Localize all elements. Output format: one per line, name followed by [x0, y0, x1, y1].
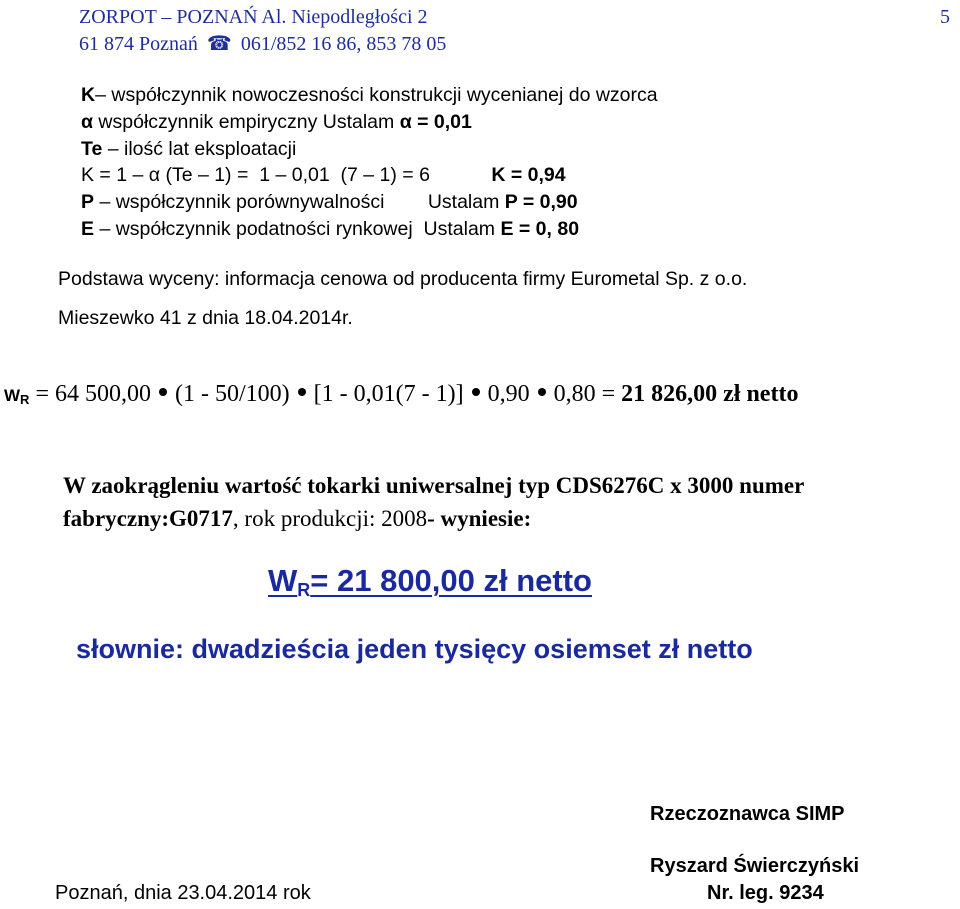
k-formula	[81, 164, 566, 187]
telephone-icon: ☎	[206, 33, 232, 55]
final-amount: = 21 800,00 zł netto	[310, 563, 592, 598]
formula-base-value: = 64 500,00	[35, 381, 151, 407]
final-value	[268, 563, 592, 601]
definition-k-text: – współczynnik nowoczesności konstrukcji wycenianej do wzorca	[95, 84, 658, 106]
final-sub-r: R	[297, 580, 311, 600]
multiply-dot-icon	[472, 388, 480, 396]
valuation-basis-date: Mieszewko 41 z dnia 18.04.2014r.	[58, 307, 353, 329]
expert-title: Rzeczoznawca SIMP	[650, 803, 845, 825]
header-phones: 061/852 16 86, 853 78 05	[240, 33, 447, 55]
production-year: , rok produkcji: 2008	[232, 506, 428, 531]
symbol-k: K	[81, 84, 96, 106]
summary-line-1: W zaokrągleniu wartość tokarki uniwersalnej typ CDS6276C x 3000 numer	[63, 473, 805, 498]
formula-result: 21 826,00 zł netto	[621, 381, 799, 407]
serial-number: fabryczny:G0717	[63, 506, 233, 531]
summary-line-2	[63, 506, 531, 532]
header-city: 61 874 Poznań	[79, 33, 198, 55]
formula-p-term: 0,90	[487, 381, 530, 407]
registration-number: Nr. leg. 9234	[707, 882, 824, 904]
alpha-value: α = 0,01	[399, 111, 472, 133]
definition-p-text: – współczynnik porównywalności Ustalam	[99, 191, 500, 213]
definition-alpha-text: współczynnik empiryczny Ustalam	[98, 111, 395, 133]
symbol-te: Te	[81, 138, 103, 160]
final-w: W	[268, 563, 298, 598]
formula-w: W	[4, 386, 21, 405]
multiply-dot-icon	[298, 388, 306, 396]
definition-te-text: – ilość lat eksploatacji	[107, 138, 297, 160]
definition-te	[81, 138, 296, 161]
formula-e-term: 0,80 =	[553, 381, 616, 407]
symbol-e: E	[81, 218, 95, 240]
k-value: K = 0,94	[491, 164, 566, 186]
e-value: E = 0, 80	[500, 218, 580, 240]
expert-name: Ryszard Świerczyński	[650, 855, 859, 877]
page-number: 5	[940, 6, 950, 28]
p-value: P = 0,90	[504, 191, 578, 213]
symbol-p: P	[81, 191, 95, 213]
k-formula-text: K = 1 – α (Te – 1) = 1 – 0,01 (7 – 1) = 6	[81, 164, 430, 186]
definition-e-text: – współczynnik podatności rynkowej Ustalam	[99, 218, 496, 240]
place-date: Poznań, dnia 23.04.2014 rok	[55, 882, 311, 904]
amount-in-words: słownie: dwadzieścia jeden tysięcy osiemset zł netto	[76, 634, 753, 664]
summary-tail: - wyniesie:	[427, 506, 532, 531]
definition-p	[81, 191, 578, 214]
valuation-basis: Podstawa wyceny: informacja cenowa od producenta firmy Eurometal Sp. z o.o.	[58, 268, 748, 290]
symbol-alpha: α	[81, 111, 93, 133]
formula-modernity-term: [1 - 0,01(7 - 1)]	[313, 381, 464, 407]
definition-k	[81, 84, 658, 107]
definition-alpha	[81, 111, 472, 134]
valuation-formula	[4, 381, 798, 408]
header-contact	[79, 31, 446, 56]
formula-wear-term: (1 - 50/100)	[174, 381, 290, 407]
multiply-dot-icon	[538, 388, 546, 396]
definition-e	[81, 218, 579, 241]
multiply-dot-icon	[159, 388, 167, 396]
formula-sub-r: R	[20, 392, 30, 407]
header-address: ZORPOT – POZNAŃ Al. Niepodległości 2	[79, 6, 428, 28]
